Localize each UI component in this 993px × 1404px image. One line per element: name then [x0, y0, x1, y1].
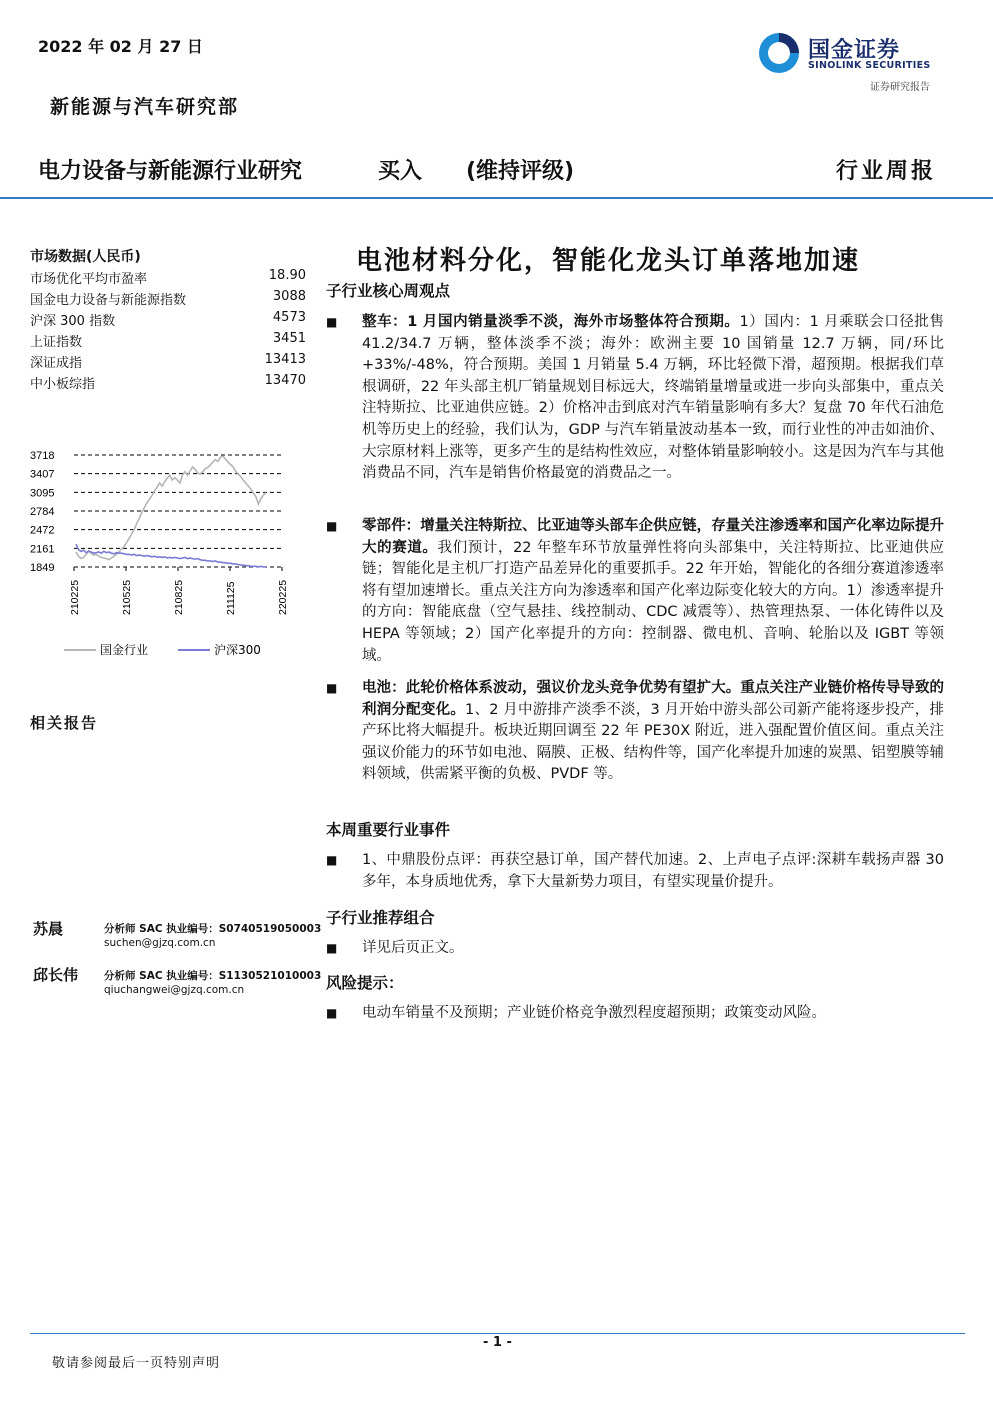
bullet-item: [326, 938, 944, 964]
header-divider: [0, 197, 993, 199]
report-title: 电力设备与新能源行业研究: [38, 159, 303, 184]
report-type: 行业周报: [836, 158, 937, 184]
market-data-value: 3088: [272, 289, 306, 304]
market-data-label: 国金电力设备与新能源指数: [30, 293, 187, 308]
bullet-lead: 零部件：增量关注特斯拉、比亚迪等头部车企供应链，存量关注渗透率和国产化率边际提升大的赛道。: [362, 518, 944, 556]
analyst-info: [104, 922, 321, 950]
chart-series-line: [76, 456, 266, 560]
square-bullet-icon: ■: [326, 519, 338, 533]
bullet-item: [326, 678, 944, 808]
chart-y-tick-label: 3718: [30, 450, 55, 462]
chart-y-tick-label: 3095: [30, 487, 55, 500]
chart-y-tick-label: 1849: [30, 562, 55, 574]
analyst-email[interactable]: suchen@gjzq.com.cn: [104, 937, 216, 949]
bullet-item: [326, 312, 944, 508]
bullet-body: 1、2 月中游排产淡季不淡，3 月开始中游头部公司新产能将逐步投产，排产环比将大幅提升。板块近期回调至 22 年 PE30X 附近，进入强配置价值区间。重点关注强议价能力的环节如电池、隔膜、正极、结构件等，国产化率提升加速的炭黑、铝塑膜等辅料领域，供需紧平衡的负极、PVDF 等。: [362, 701, 944, 783]
market-data-label: 上证指数: [30, 335, 83, 350]
bullet-text: [362, 1003, 944, 1025]
bullet-item: [326, 850, 944, 898]
chart-x-tick-label: 220225: [277, 579, 289, 615]
market-data-row: [30, 268, 306, 289]
bullet-lead: 整车：1 月国内销量淡季不淡，海外市场整体符合预期。: [362, 314, 740, 330]
chart-x-tick-label: 210525: [121, 579, 133, 615]
bullet-item: [326, 1003, 944, 1029]
bullet-body: 1）国内：1 月乘联会口径批售 41.2/34.7 万辆，整体淡季不淡；海外：欧洲主要 10 国销量 12.7 万辆，同/环比+33%/-48%，符合预期。美国 1 月销量 5.4 万辆，环比轻微下滑，超预期。根据我们草根调研，22 年头部主机厂销量规划目标远大，终端销量增量或进一步向头部集中，重点关注特斯拉、比亚迪供应链。2）价格冲击到底对汽车销量影响有多大？复盘 70 年代石油危机等历史上的经验，我们认为，GDP 与汽车销量波动基本一致，而行业性的冲击如油价、大宗原材料上涨等，更多产生的是结构性效应，对整体销量影响较小。这是因为汽车与其他消费品不同，汽车是销售价格最宽的消费品之一。: [362, 314, 945, 482]
bullet-text: [362, 516, 944, 667]
square-bullet-icon: ■: [326, 315, 338, 329]
market-data-title: 市场数据(人民币): [30, 249, 141, 265]
market-data-row: [30, 331, 306, 352]
chart-x-tick-label: 210225: [69, 579, 81, 615]
bullet-text: [362, 938, 944, 960]
market-data-row: [30, 352, 306, 373]
chart-x-tick-label: 211125: [225, 581, 237, 615]
analyst-name: 苏晨: [33, 920, 64, 938]
analyst-cert: 分析师 SAC 执业编号：S0740519050003: [104, 923, 322, 935]
analyst-info: [104, 969, 321, 997]
bullet-body: 电动车销量不及预期；产业链价格竞争激烈程度超预期；政策变动风险。: [362, 1005, 826, 1021]
page-number: - 1 -: [483, 1335, 512, 1350]
square-bullet-icon: ■: [326, 853, 338, 867]
market-data-value: 3451: [272, 331, 306, 346]
logo-name-en: SINOLINK SECURITIES: [808, 60, 931, 71]
market-data-value: 4573: [272, 310, 306, 325]
bullet-body: 我们预计，22 年整车环节放量弹性将向头部集中，关注特斯拉、比亚迪供应链；智能化是主机厂打造产品差异化的重要抓手。22 年开始，智能化的各细分赛道渗透率将有望加速增长。重点关注方向为渗透率和国产化率边际变化较大的方向。1）渗透率提升的方向：智能底盘（空气悬挂、线控制动、CDC 减震等）、热管理热泵、一体化铸件以及 HEPA 等领域；2）国产化率提升的方向：控制器、微电机、音响、轮胎以及 IGBT 等领域。: [362, 539, 945, 664]
market-data-label: 深证成指: [30, 356, 83, 371]
square-bullet-icon: ■: [326, 1006, 338, 1020]
index-chart: [28, 440, 298, 670]
chart-y-tick-label: 2472: [30, 524, 55, 537]
chart-y-tick-label: 2161: [30, 543, 55, 556]
market-data-row: [30, 310, 306, 331]
bullet-text: [362, 850, 944, 893]
bullet-text: [362, 678, 944, 786]
bullet-item: [326, 516, 944, 670]
bullet-lead: 电池：此轮价格体系波动，强议价龙头竞争优势有望扩大。重点关注产业链价格传导导致的利润分配变化。: [362, 680, 944, 718]
market-data-row: [30, 373, 306, 394]
market-data-label: 沪深 300 指数: [30, 314, 116, 329]
analyst-email[interactable]: qiuchangwei@gjzq.com.cn: [104, 984, 245, 996]
chart-legend-label: 国金行业: [100, 643, 149, 657]
bullet-body: 详见后页正文。: [362, 940, 464, 956]
section-title: 子行业推荐组合: [326, 908, 435, 927]
section-title: 风险提示：: [326, 973, 404, 992]
square-bullet-icon: ■: [326, 681, 338, 695]
market-data-value: 13470: [264, 373, 306, 388]
square-bullet-icon: ■: [326, 941, 338, 955]
chart-x-tick-label: 210825: [173, 579, 185, 615]
main-title: 电池材料分化，智能化龙头订单落地加速: [356, 246, 861, 276]
logo-name-cn: 国金证券: [808, 38, 901, 63]
rating: 买入: [378, 159, 423, 184]
market-data-label: 市场优化平均市盈率: [30, 272, 148, 287]
market-data-row: [30, 289, 306, 310]
rating-note: (维持评级): [466, 159, 575, 184]
section-title: 子行业核心周观点: [326, 281, 451, 300]
chart-y-tick-label: 3407: [30, 468, 55, 481]
related-reports-title: 相关报告: [30, 714, 99, 732]
department: 新能源与汽车研究部: [50, 96, 240, 118]
bullet-body: 1、中鼎股份点评：再获空悬订单，国产替代加速。2、上声电子点评:深耕车载扬声器 30 多年，本身质地优秀，拿下大量新势力项目，有望实现量价提升。: [362, 852, 944, 890]
footer-divider: [30, 1333, 965, 1334]
market-data-value: 18.90: [268, 268, 306, 283]
analyst-name: 邱长伟: [33, 966, 79, 984]
report-date: 2022 年 02 月 27 日: [38, 37, 203, 56]
chart-legend-label: 沪深300: [214, 643, 261, 657]
footer-disclaimer: 敬请参阅最后一页特别声明: [52, 1356, 221, 1371]
market-data-label: 中小板综指: [30, 377, 96, 392]
market-data-value: 13413: [264, 352, 306, 367]
chart-y-tick-label: 2784: [30, 506, 55, 518]
section-title: 本周重要行业事件: [326, 820, 451, 839]
chart-series-line: [76, 544, 266, 567]
analyst-cert: 分析师 SAC 执业编号：S1130521010003: [104, 970, 322, 982]
logo-subtitle: 证券研究报告: [870, 82, 930, 93]
bullet-text: [362, 312, 944, 485]
